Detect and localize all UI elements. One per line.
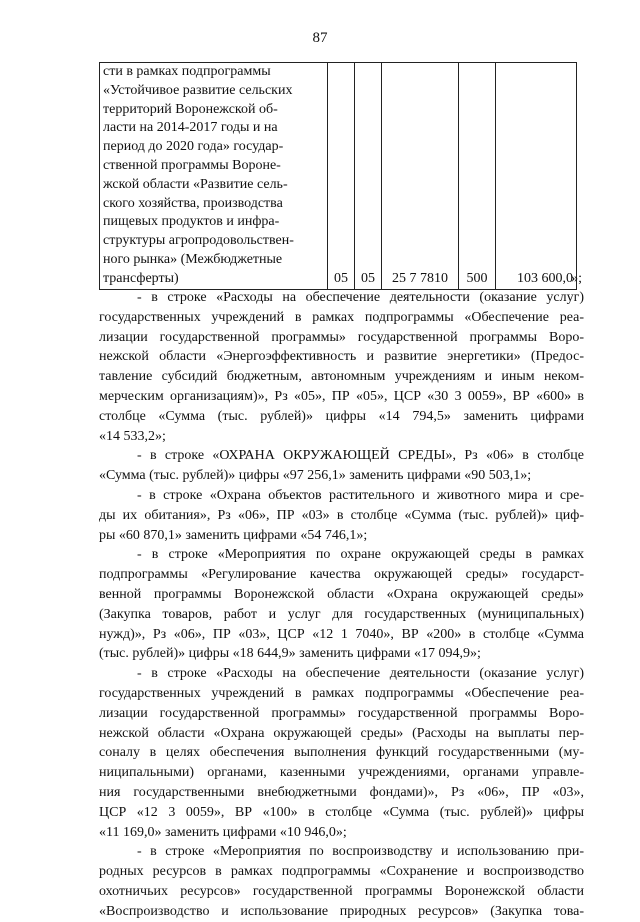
paragraph-line: ния государственными внебюджетными фондами)», Рз «06», ПР «03», <box>99 784 584 800</box>
paragraph-line: родных ресурсов в рамках подпрограммы «Сохранение и воспроизводство <box>99 864 584 880</box>
paragraph-line: (Закупка товаров, работ и услуг для государственных (муниципальных) <box>99 606 584 622</box>
cell-sum: 103 600,0 <box>496 63 577 290</box>
paragraph-line: нежской области «Энергоэффективность и развитие энергетики» (Предос- <box>99 349 584 365</box>
amendment-list <box>99 288 584 922</box>
paragraph-line: - в строке «Расходы на обеспечение деятельности (оказание услуг) <box>137 290 584 305</box>
paragraph-line: ры «60 870,1» заменить цифрами «54 746,1»; <box>99 527 368 543</box>
paragraph-line: мерческим организациям)», Рз «05», ПР «05», ЦСР «30 3 0059», ВР «600» в <box>99 388 584 404</box>
table-row <box>100 63 577 290</box>
paragraph-line: ды их обитания», Рз «06», ПР «03» в столбце «Сумма (тыс. рублей)» циф- <box>99 507 584 523</box>
paragraph-line: государственных учреждений в рамках подпрограммы «Обеспечение реа- <box>99 685 584 701</box>
paragraph-line: лизации государственной программы» государственной программы Воро- <box>99 705 584 721</box>
amendment-paragraph <box>99 842 584 921</box>
row-description <box>100 63 328 290</box>
table-closing-quote: »; <box>571 271 582 286</box>
description-line: структуры агропродовольствен- <box>103 233 294 249</box>
paragraph-line: - в строке «Расходы на обеспечение деятельности (оказание услуг) <box>137 666 584 682</box>
paragraph-line: - в строке «Мероприятия по воспроизводству и использованию при- <box>137 844 584 860</box>
cell-rz: 05 <box>328 63 355 290</box>
paragraph-line: охотничьих ресурсов» государственной программы Воронежской области <box>99 883 584 899</box>
cell-pr: 05 <box>355 63 382 290</box>
paragraph-line: - в строке «Охрана объектов растительного и животного мира и сре- <box>137 487 584 503</box>
paragraph-line: (тыс. рублей)» цифры «18 644,9» заменить цифрами «17 094,9»; <box>99 646 481 662</box>
description-line: ласти на 2014-2017 годы и на <box>103 120 278 136</box>
paragraph-line: «11 169,0» заменить цифрами «10 946,0»; <box>99 824 347 840</box>
paragraph-line: «Сумма (тыс. рублей)» цифры «97 256,1» заменить цифрами «90 503,1»; <box>99 468 532 484</box>
amendment-paragraph <box>99 288 584 446</box>
paragraph-line: лизации государственной программы» государственной программы Воро- <box>99 329 584 345</box>
description-line: период до 2020 года» государ- <box>103 139 284 155</box>
paragraph-line: венной программы Воронежской области «Охрана окружающей среды» <box>99 586 584 602</box>
description-line: ственной программы Вороне- <box>103 157 281 173</box>
paragraph-line: - в строке «Мероприятия по охране окружающей среды в рамках <box>137 547 584 563</box>
paragraph-line: столбце «Сумма (тыс. рублей)» цифры «14 794,5» заменить цифрами <box>99 408 584 424</box>
amendment-paragraph <box>99 664 584 842</box>
cell-csr: 25 7 7810 <box>382 63 459 290</box>
paragraph-line: государственных учреждений в рамках подпрограммы «Обеспечение реа- <box>99 309 584 325</box>
paragraph-line: подпрограммы «Регулирование качества окружающей среды» государст- <box>99 567 584 583</box>
paragraph-line: соналу в целях обеспечения выполнения функций государственными (му- <box>99 745 584 761</box>
description-line: территорий Воронежской об- <box>103 101 278 117</box>
page-number: 87 <box>312 30 328 46</box>
paragraph-line: ниципальными) органами, казенными учреждениями, органами управле- <box>99 765 584 781</box>
paragraph-line: ЦСР «12 3 0059», ВР «100» в столбце «Сумма (тыс. рублей)» цифры <box>99 804 584 820</box>
paragraph-line: нежской области «Охрана окружающей среды» (Расходы на выплаты пер- <box>99 725 584 741</box>
amendment-paragraph <box>99 486 584 545</box>
budget-table <box>99 62 577 290</box>
amendment-paragraph <box>99 446 584 486</box>
paragraph-line: тавление субсидий бюджетным, автономным учреждениям и иным неком- <box>99 369 584 385</box>
description-line: жской области «Развитие сель- <box>103 176 288 192</box>
amendment-paragraph <box>99 545 584 664</box>
paragraph-line: - в строке «ОХРАНА ОКРУЖАЮЩЕЙ СРЕДЫ», Рз «06» в столбце <box>137 448 584 464</box>
description-line: ного рынка» (Межбюджетные <box>103 251 283 267</box>
paragraph-line: нужд)», Рз «06», ПР «03», ЦСР «12 1 7040», ВР «200» в столбце «Сумма <box>99 626 584 642</box>
description-line: ского хозяйства, производства <box>103 195 283 211</box>
description-line: трансферты) <box>103 270 179 286</box>
description-line: «Устойчивое развитие сельских <box>103 82 293 98</box>
cell-vr: 500 <box>459 63 496 290</box>
description-line: пищевых продуктов и инфра- <box>103 214 280 230</box>
description-line: сти в рамках подпрограммы <box>103 64 271 79</box>
paragraph-line: «Воспроизводство и использование природных ресурсов» (Закупка това- <box>99 903 584 919</box>
paragraph-line: «14 533,2»; <box>99 428 166 444</box>
